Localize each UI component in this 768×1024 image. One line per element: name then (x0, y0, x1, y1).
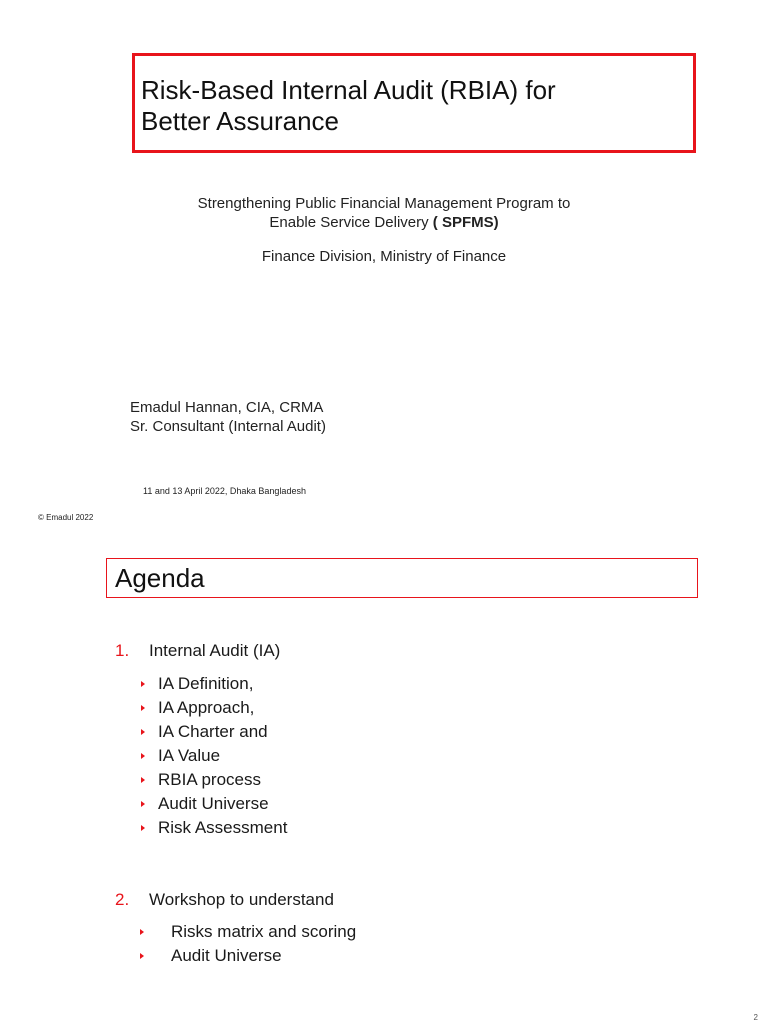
bullet-triangle-icon (141, 825, 145, 831)
list-item: IA Approach, (141, 696, 287, 720)
author-role: Sr. Consultant (Internal Audit) (130, 418, 326, 435)
date-location: 11 and 13 April 2022, Dhaka Bangladesh (143, 486, 306, 496)
section-1-label: Internal Audit (IA) (149, 641, 281, 660)
bullet-triangle-icon (141, 801, 145, 807)
list-item: Risks matrix and scoring (140, 920, 356, 944)
section-1-number: 1. (115, 641, 130, 660)
bullet-triangle-icon (141, 729, 145, 735)
program-name (130, 194, 638, 232)
section-2-number: 2. (115, 890, 130, 909)
list-item: IA Value (141, 744, 287, 768)
agenda-title: Agenda (115, 563, 205, 593)
list-item: Audit Universe (140, 944, 356, 968)
list-item: Risk Assessment (141, 816, 287, 840)
copyright-notice: © Emadul 2022 (38, 513, 94, 522)
slide-title-line-1: Risk-Based Internal Audit (RBIA) for (141, 75, 556, 105)
section-1-items (141, 672, 287, 840)
bullet-triangle-icon (141, 681, 145, 687)
bullet-triangle-icon (141, 777, 145, 783)
slide-title (141, 75, 661, 137)
section-2-items (140, 920, 356, 968)
section-2-label: Workshop to understand (149, 890, 334, 909)
bullet-triangle-icon (140, 953, 144, 959)
bullet-triangle-icon (140, 929, 144, 935)
list-item: IA Definition, (141, 672, 287, 696)
section-2-heading (115, 890, 334, 910)
list-item: RBIA process (141, 768, 287, 792)
program-acronym: ( SPFMS) (432, 214, 499, 231)
slide-title-line-2: Better Assurance (141, 106, 339, 136)
author-name: Emadul Hannan, CIA, CRMA (130, 399, 324, 416)
program-line-2-prefix: Enable Service Delivery (269, 214, 433, 231)
program-line-1: Strengthening Public Financial Management Program to (197, 195, 571, 212)
page-number: 2 (753, 1013, 758, 1022)
list-item: IA Charter and (141, 720, 287, 744)
bullet-triangle-icon (141, 753, 145, 759)
author-block (130, 398, 326, 436)
program-line-2 (130, 213, 638, 232)
bullet-triangle-icon (141, 705, 145, 711)
list-item: Audit Universe (141, 792, 287, 816)
section-1-heading (115, 641, 280, 661)
division-name: Finance Division, Ministry of Finance (261, 248, 507, 265)
